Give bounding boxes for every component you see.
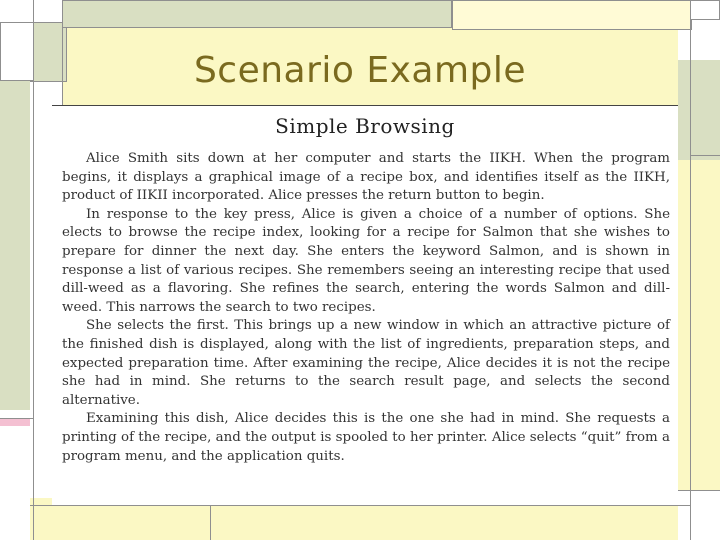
deco-block-right-pale <box>678 160 720 490</box>
document-image <box>52 105 678 505</box>
grid-line <box>0 22 62 23</box>
document-paragraph: She selects the first. This brings up a new window in which an attractive picture of the finished dish is displayed, along with the list of ingredients, preparation steps, and expected preparation time. After examining the recipe, Alice decides it is not the recipe she had in mind. She returns to the search result page, and selects the second alternative. <box>62 318 670 408</box>
deco-block-left-pink <box>0 418 30 426</box>
document-paragraph: Alice Smith sits down at her computer and starts the IIKH. When the program begins, it displays a graphical image of a recipe box, and identifies itself as the IIKH, product of IIKII incorporated. Alice presses the return button to begin. <box>62 151 670 204</box>
grid-line <box>690 155 720 156</box>
deco-block-left-sage <box>0 80 30 410</box>
slide-title: Scenario Example <box>193 50 527 91</box>
deco-block-topright <box>690 0 720 20</box>
document-heading: Simple Browsing <box>275 114 455 138</box>
grid-line <box>210 505 211 540</box>
deco-block-top-yellow <box>452 0 692 30</box>
grid-line <box>452 0 453 30</box>
document-paragraph: Examining this dish, Alice decides this is the one she had in mind. She requests a printing of the recipe, and the output is spooled to her printer. Alice selects “quit” from a program menu, and the application quits. <box>62 411 670 464</box>
grid-line <box>0 418 34 419</box>
deco-block-top-sage <box>62 0 452 28</box>
document-body <box>52 150 678 466</box>
grid-line <box>30 505 690 506</box>
document-paragraph: In response to the key press, Alice is given a choice of a number of options. She elects to browse the recipe index, looking for a recipe for Salmon that she wishes to prepare for dinner the next day. She enters the keyword Salmon, and is shown in response a list of various recipes. She remembers seeing an interesting recipe that used dill-weed as a flavoring. She refines the search, entering the words Salmon and dill-weed. This narrows the search to two recipes. <box>62 206 670 315</box>
